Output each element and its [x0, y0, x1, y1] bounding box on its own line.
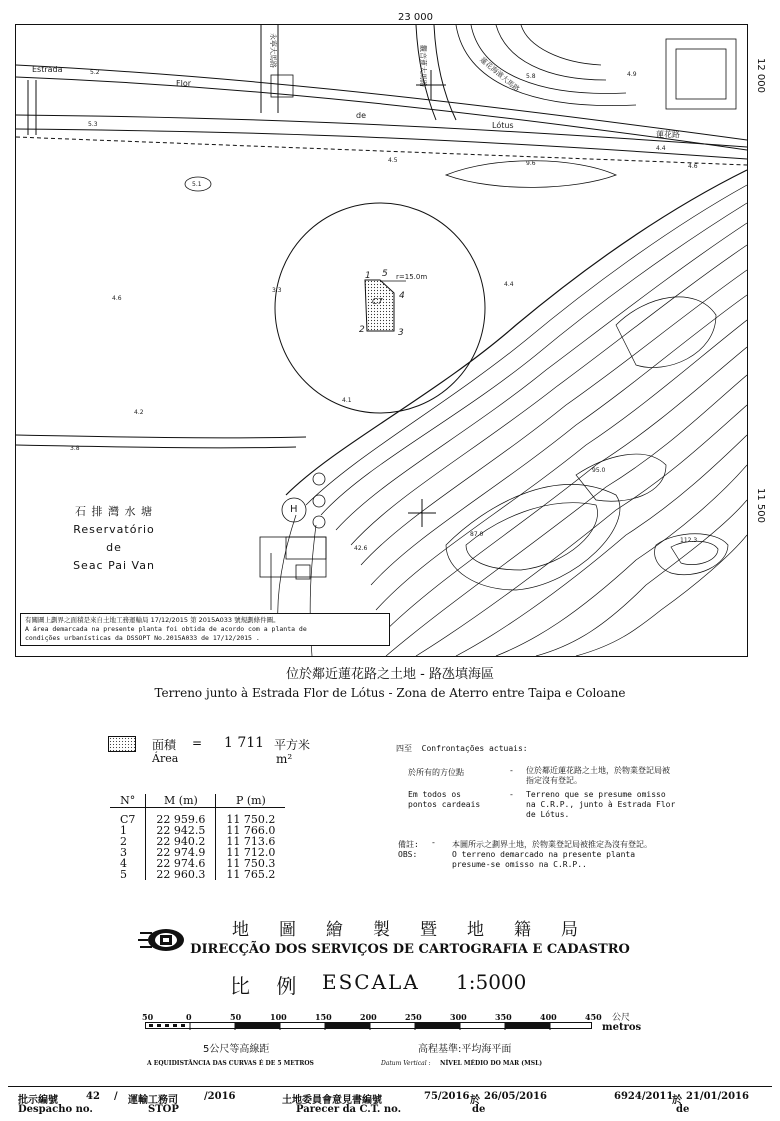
despacho-number: 42: [86, 1091, 100, 1102]
notice-pt-line: condições urbanísticas da DSSOPT No.2015A033 de 17/12/2015 .: [25, 634, 260, 642]
vertical-street-2: 觀音蓮大馬路: [419, 45, 427, 87]
cell-m: 22 959.6: [146, 814, 216, 825]
vertex-label: 2: [359, 325, 365, 335]
scale-tick: 0: [186, 1012, 192, 1022]
radius-label: r=15.0m: [396, 273, 428, 281]
table-row: [110, 814, 285, 825]
parecer-on-zh: 於: [470, 1095, 480, 1106]
cell-p: 11 766.0: [216, 825, 285, 836]
cell-n: 1: [120, 823, 127, 837]
reservoir-zh: 石 排 灣 水 塘: [75, 505, 153, 518]
scale-label-zh: 比 例: [230, 974, 307, 998]
cell-m: 22 974.6: [146, 858, 216, 869]
table-row: [110, 858, 285, 869]
area-unit-pt: m²: [276, 752, 293, 766]
road-width-label: 5.8: [526, 73, 536, 80]
cell-m: 22 960.3: [146, 869, 216, 880]
road-width-label: 9.6: [526, 160, 536, 167]
area-legend-swatch: [108, 736, 136, 752]
process-number: 6924/2011: [614, 1091, 674, 1102]
confrontations-dash: -: [510, 766, 513, 775]
obs-label: 備註: OBS:: [398, 840, 419, 859]
scale-tick: 50: [230, 1012, 242, 1022]
obs-text: 本圖所示之劃界土地，於物業登記局被推定為沒有登記。 O terreno demarcado na presente planta presume-se omisso na C.R.P..: [452, 840, 652, 869]
spot-height: 4.1: [342, 397, 352, 404]
street-label-estrada: Estrada: [32, 65, 63, 74]
street-label-flor: Flor: [176, 79, 192, 88]
circle-tag: 5.1: [192, 181, 202, 188]
road-width-label: 4.4: [656, 145, 666, 152]
roads: [16, 25, 747, 448]
table-header-row: [110, 794, 285, 808]
title-zh: 位於鄰近蓮花路之土地 - 路氹填海區: [286, 667, 494, 682]
column-header: N°: [110, 794, 146, 808]
process-date: 21/01/2016: [686, 1091, 749, 1102]
spot-height: 42.6: [354, 545, 368, 552]
spot-height: 112.3: [680, 537, 698, 544]
despacho-slash: /: [114, 1091, 118, 1102]
cell-p: 11 750.2: [216, 814, 285, 825]
scale-ratio: 1:5000: [456, 970, 527, 994]
datum-note-zh: 高程基準:平均海平面: [418, 1044, 512, 1055]
road-width-label: 3.8: [70, 445, 80, 452]
reservoir-pt-line: Reservatório: [73, 523, 155, 536]
road-width-label: 4.6: [112, 295, 122, 302]
area-unit-zh: 平方米: [274, 738, 311, 752]
grid-crosses: [408, 70, 446, 527]
footer-rule: [8, 1086, 772, 1087]
cell-n: 5: [120, 867, 127, 881]
cell-n: 2: [120, 834, 127, 848]
despacho-label-zh: 批示編號: [18, 1095, 58, 1106]
cell-m: 22 940.2: [146, 836, 216, 847]
scale-tick: 150: [315, 1012, 332, 1022]
map-frame: [15, 24, 748, 657]
scale-tick: 450: [585, 1012, 602, 1022]
department-name-pt: DIRECÇÃO DOS SERVIÇOS DE CARTOGRAFIA E CADASTRO: [190, 942, 630, 957]
scale-tick: 200: [360, 1012, 377, 1022]
scale-tick: 350: [495, 1012, 512, 1022]
confrontations-heading: 四至 Confrontações actuais:: [396, 744, 528, 753]
parecer-label-pt: Parecer da C.T. no.: [296, 1104, 402, 1115]
grid-right-top-label: 12 000: [755, 58, 766, 93]
cell-p: 11 750.3: [216, 858, 285, 869]
scale-bar: [145, 1022, 605, 1034]
table-row: [110, 836, 285, 847]
notice-zh: 有關圖上劃界之面積是來自土地工務運輸局 17/12/2015 第 2015A033 號規劃條件圖。: [25, 616, 280, 624]
vertex-label: 5: [382, 269, 388, 279]
parecer-de: de: [472, 1104, 486, 1115]
road-width-label: 4.5: [388, 157, 398, 164]
contour-lines: [278, 170, 747, 656]
parecer-number: 75/2016: [424, 1091, 470, 1102]
grid-right-bottom-label: 11 500: [755, 488, 766, 523]
vertex-label: 1: [365, 271, 371, 281]
scale-unit-zh: 公尺: [612, 1013, 631, 1023]
notice-pt-line: A área demarcada na presente planta foi obtida de acordo com a planta de: [25, 625, 307, 633]
reservoir-pt-line: Seac Pai Van: [73, 559, 155, 572]
parecer-label-zh: 土地委員會意見書編號: [282, 1095, 382, 1106]
cell-n: 4: [120, 856, 127, 870]
parecer-date: 26/05/2016: [484, 1091, 547, 1102]
despacho-label-pt: Despacho no.: [18, 1104, 93, 1115]
column-header: P (m): [216, 794, 285, 808]
spot-height: 87.0: [470, 531, 484, 538]
notice-box: [20, 613, 390, 646]
road-width-label: 4.9: [627, 71, 637, 78]
plot-code: C7: [372, 297, 383, 306]
cell-m: 22 942.5: [146, 825, 216, 836]
scale-tick: 100: [270, 1012, 287, 1022]
contour-note-pt: A EQUIDISTÂNCIA DAS CURVAS É DE 5 METROS: [147, 1060, 314, 1067]
stop-label-pt: STOP: [148, 1104, 179, 1115]
spot-height: 95.0: [592, 467, 606, 474]
heliport-symbol: H: [290, 504, 298, 515]
cell-p: 11 712.0: [216, 847, 285, 858]
road-width-label: 5.2: [90, 69, 100, 76]
reservoir-label: [54, 503, 174, 575]
confrontations-right-pt: Terreno que se presume omisso na C.R.P., junto à Estrada Flor de Lótus.: [526, 790, 676, 819]
scale-tick: 250: [405, 1012, 422, 1022]
road-width-label: 4.6: [688, 163, 698, 170]
coordinates-table: [110, 794, 285, 880]
spot-height: 3.3: [272, 287, 282, 294]
vertical-street-3: 蓮花海濱大馬路: [478, 55, 521, 94]
confrontations-dash: -: [510, 790, 513, 799]
vertex-label: 4: [399, 291, 405, 301]
table-row: [110, 847, 285, 858]
confrontations-left-zh: 於所有的方位點: [408, 768, 464, 777]
confrontations-right-zh: 位於鄰近蓮花路之土地，於物業登記局被 指定沒有登記。: [526, 766, 670, 785]
obs-dash: -: [432, 838, 435, 847]
street-label-zh: 蓮花路: [656, 130, 680, 139]
street-label-de: de: [356, 111, 366, 120]
road-width-label: 5.3: [88, 121, 98, 128]
department-name-zh: 地圖繪製暨地籍局: [232, 920, 608, 940]
table-row: [110, 825, 285, 836]
table-row: [110, 869, 285, 880]
reservoir-pt-line: de: [106, 541, 122, 554]
datum-note-pt: NÍVEL MÉDIO DO MAR (MSL): [440, 1060, 543, 1067]
area-value: 1 711: [224, 735, 265, 751]
cell-p: 11 765.2: [216, 869, 285, 880]
road-width-label: 4.2: [134, 409, 144, 416]
title-pt: Terreno junto à Estrada Flor de Lótus - Zona de Aterro entre Taipa e Coloane: [154, 686, 626, 700]
street-label-lotus: Lótus: [492, 121, 514, 130]
area-equals: =: [192, 736, 203, 750]
process-de: de: [676, 1104, 690, 1115]
scale-tick: 300: [450, 1012, 467, 1022]
road-width-label: 4.4: [504, 281, 514, 288]
cell-n: C7: [120, 812, 136, 826]
scale-tick: 50: [142, 1012, 154, 1022]
buildings: [260, 473, 326, 610]
stop-year: /2016: [204, 1091, 236, 1102]
grid-top-label: 23 000: [398, 12, 433, 23]
vertical-street-1: 永寧大馬路: [269, 33, 277, 68]
column-header: M (m): [146, 794, 216, 808]
confrontations-left-pt: Em todos os pontos cardeais: [408, 790, 481, 809]
scale-label-pt: ESCALA: [322, 970, 420, 994]
scale-tick: 400: [540, 1012, 557, 1022]
cell-p: 11 713.6: [216, 836, 285, 847]
contour-note-zh: 5公尺等高線距: [203, 1044, 270, 1055]
scale-unit-pt: metros: [602, 1022, 642, 1033]
vertex-label: 3: [398, 328, 404, 338]
area-label-zh: 面積: [152, 738, 177, 752]
process-on-zh: 於: [672, 1095, 682, 1106]
datum-label-pt: Datum Vertical :: [381, 1060, 431, 1067]
area-label-pt: Área: [152, 752, 179, 765]
stop-label-zh: 運輸工務司: [128, 1095, 178, 1106]
roundabout: [271, 25, 736, 187]
cell-m: 22 974.9: [146, 847, 216, 858]
cell-n: 3: [120, 845, 127, 859]
